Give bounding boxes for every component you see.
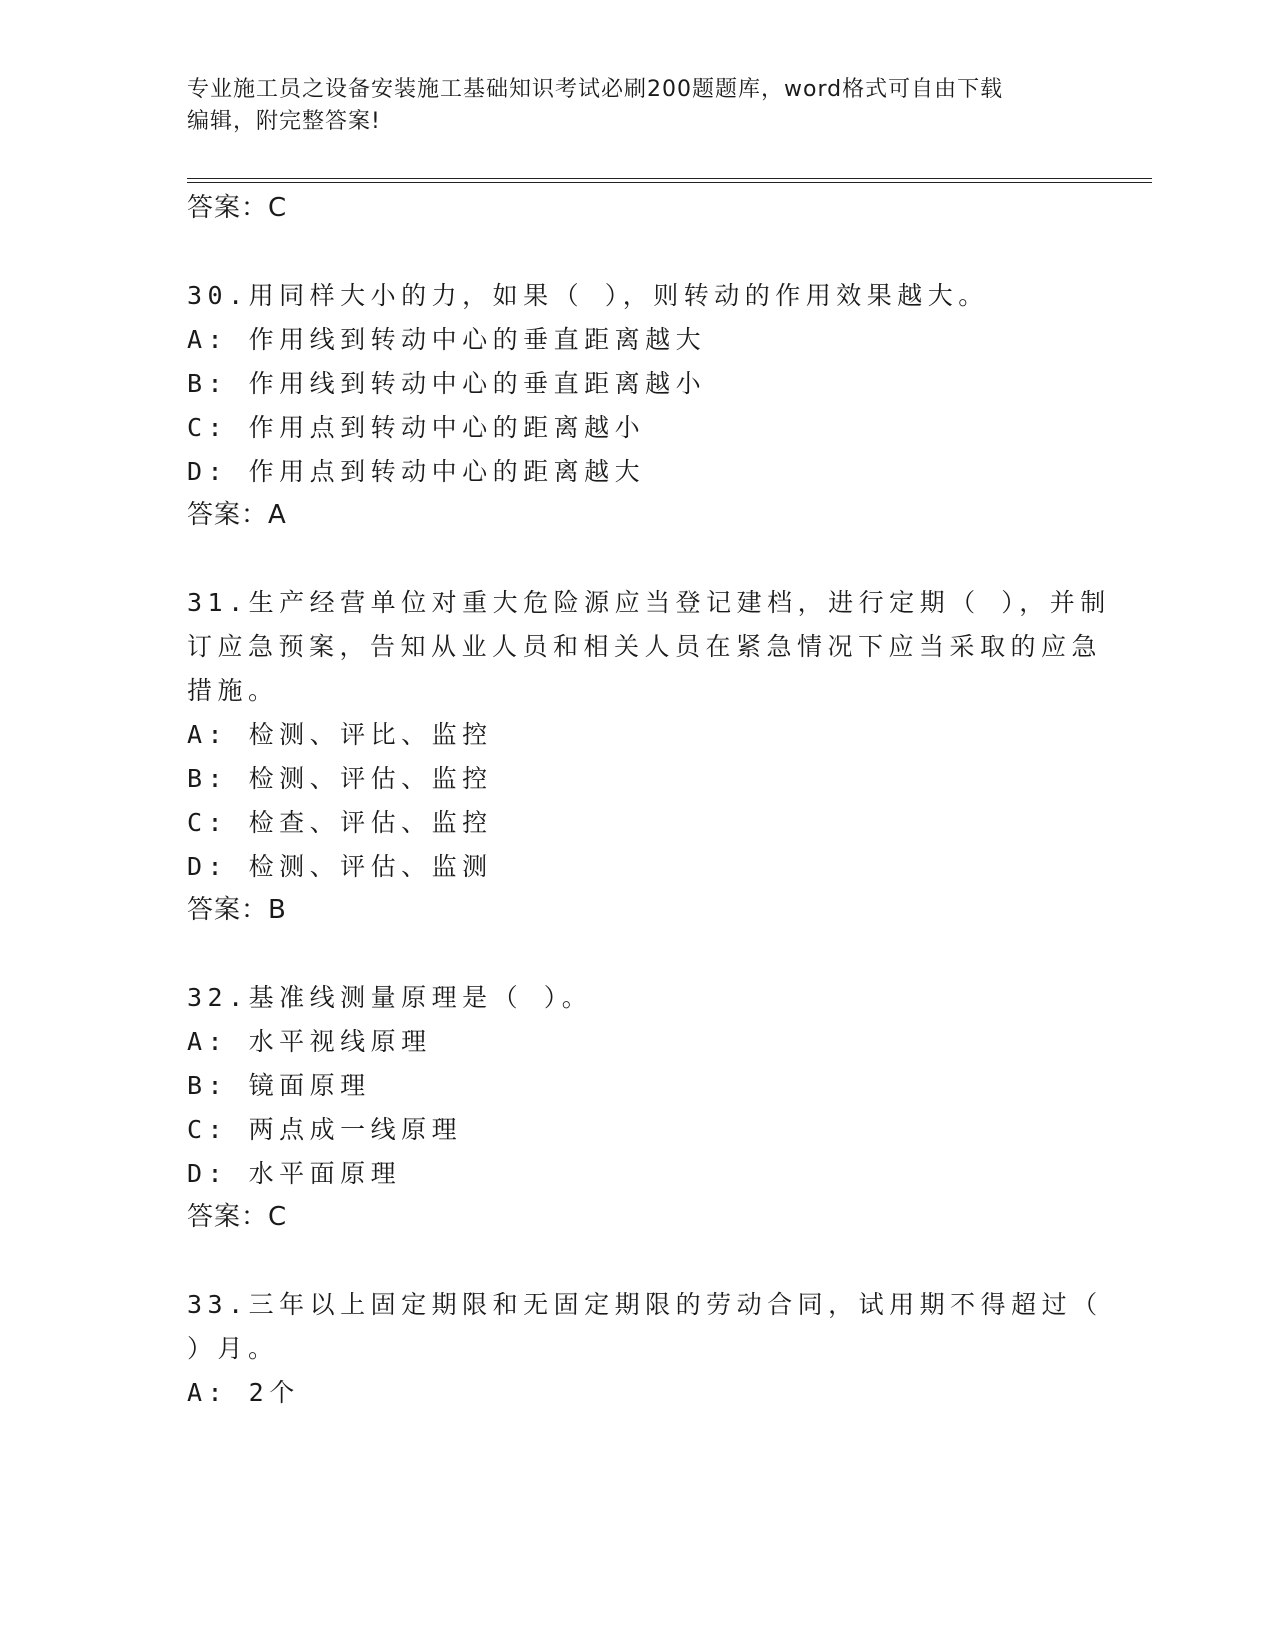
question-31-text-line-3: 措施。 xyxy=(187,676,279,705)
question-31-option-a: A: 检测、评比、监控 xyxy=(187,720,493,749)
question-31-option-c: C: 检查、评估、监控 xyxy=(187,808,493,837)
question-30-option-d: D: 作用点到转动中心的距离越大 xyxy=(187,457,646,486)
header-line-1: 专业施工员之设备安装施工基础知识考试必刷200题题库，word格式可自由下载 xyxy=(187,77,1004,102)
question-30-option-a: A: 作用线到转动中心的垂直距离越大 xyxy=(187,325,707,354)
question-30-text: 30.用同样大小的力，如果（ ），则转动的作用效果越大。 xyxy=(187,281,989,310)
question-32-option-c: C: 两点成一线原理 xyxy=(187,1115,463,1144)
question-33-text-line-2: ）月。 xyxy=(187,1334,279,1363)
question-32-option-b: B: 镜面原理 xyxy=(187,1071,371,1100)
header-divider xyxy=(187,178,1152,183)
question-32-answer: 答案：C xyxy=(187,1202,288,1232)
question-30-option-c: C: 作用点到转动中心的距离越小 xyxy=(187,413,646,442)
previous-answer: 答案：C xyxy=(187,193,288,223)
question-33-text-line-1: 33.三年以上固定期限和无固定期限的劳动合同，试用期不得超过（ xyxy=(187,1290,1103,1319)
document-header xyxy=(187,74,1067,138)
header-line-2: 编辑，附完整答案! xyxy=(187,109,381,134)
question-31-answer: 答案：B xyxy=(187,895,287,925)
question-32-option-d: D: 水平面原理 xyxy=(187,1159,402,1188)
question-32-option-a: A: 水平视线原理 xyxy=(187,1027,432,1056)
question-32-text: 32.基准线测量原理是（ ）。 xyxy=(187,983,593,1012)
question-31-text-line-2: 订应急预案，告知从业人员和相关人员在紧急情况下应当采取的应急 xyxy=(187,632,1103,661)
question-30-answer: 答案：A xyxy=(187,500,287,530)
question-33-option-a: A: 2个 xyxy=(187,1378,300,1407)
question-31-option-d: D: 检测、评估、监测 xyxy=(187,852,493,881)
question-31-text-line-1: 31.生产经营单位对重大危险源应当登记建档，进行定期（ ），并制 xyxy=(187,588,1111,617)
question-31-option-b: B: 检测、评估、监控 xyxy=(187,764,493,793)
question-30-option-b: B: 作用线到转动中心的垂直距离越小 xyxy=(187,369,707,398)
